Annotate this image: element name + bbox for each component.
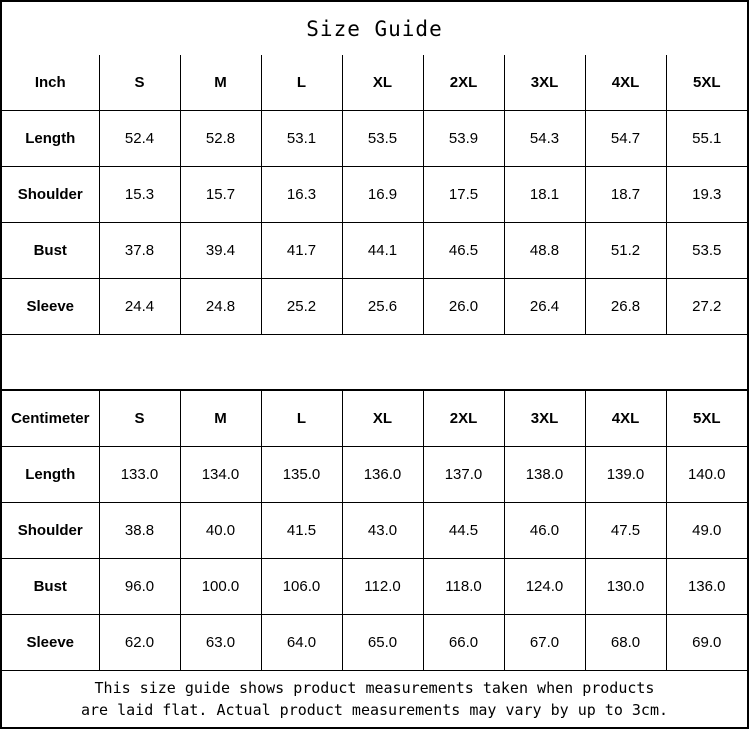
measurement-cell: 26.4 xyxy=(504,279,585,335)
table-row xyxy=(2,447,747,503)
size-column-header: M xyxy=(180,55,261,111)
measurement-cell: 15.3 xyxy=(99,167,180,223)
inch-table-body xyxy=(2,111,747,335)
measurement-cell: 41.5 xyxy=(261,503,342,559)
size-column-header: 3XL xyxy=(504,55,585,111)
size-column-header: 5XL xyxy=(666,55,747,111)
table-row xyxy=(2,279,747,335)
size-column-header: 2XL xyxy=(423,55,504,111)
measurement-cell: 46.0 xyxy=(504,503,585,559)
measurement-cell: 118.0 xyxy=(423,559,504,615)
size-column-header: M xyxy=(180,391,261,447)
measurement-disclaimer xyxy=(2,670,747,727)
measurement-cell: 25.2 xyxy=(261,279,342,335)
measurement-cell: 137.0 xyxy=(423,447,504,503)
row-label: Sleeve xyxy=(2,279,99,335)
measurement-cell: 135.0 xyxy=(261,447,342,503)
measurement-cell: 139.0 xyxy=(585,447,666,503)
row-label: Shoulder xyxy=(2,167,99,223)
measurement-cell: 64.0 xyxy=(261,615,342,671)
cm-table-header xyxy=(2,391,747,447)
cm-table-body xyxy=(2,447,747,671)
size-column-header: 4XL xyxy=(585,55,666,111)
table-row xyxy=(2,111,747,167)
measurement-cell: 138.0 xyxy=(504,447,585,503)
measurement-cell: 106.0 xyxy=(261,559,342,615)
table-row xyxy=(2,503,747,559)
measurement-cell: 49.0 xyxy=(666,503,747,559)
row-label: Length xyxy=(2,111,99,167)
measurement-cell: 53.9 xyxy=(423,111,504,167)
size-column-header: 5XL xyxy=(666,391,747,447)
measurement-cell: 18.7 xyxy=(585,167,666,223)
measurement-cell: 44.1 xyxy=(342,223,423,279)
disclaimer-line-2: are laid flat. Actual product measurements may vary by up to 3cm. xyxy=(81,701,668,719)
inch-size-table xyxy=(2,55,747,335)
row-label: Bust xyxy=(2,559,99,615)
measurement-cell: 39.4 xyxy=(180,223,261,279)
centimeter-size-table xyxy=(2,390,747,670)
measurement-cell: 16.3 xyxy=(261,167,342,223)
measurement-cell: 136.0 xyxy=(666,559,747,615)
table-separator-gap xyxy=(2,335,747,390)
measurement-cell: 112.0 xyxy=(342,559,423,615)
measurement-cell: 124.0 xyxy=(504,559,585,615)
measurement-cell: 27.2 xyxy=(666,279,747,335)
measurement-cell: 54.3 xyxy=(504,111,585,167)
disclaimer-line-1: This size guide shows product measurements taken when products xyxy=(94,678,655,697)
table-row xyxy=(2,559,747,615)
measurement-cell: 55.1 xyxy=(666,111,747,167)
header-row xyxy=(2,391,747,447)
measurement-cell: 18.1 xyxy=(504,167,585,223)
measurement-cell: 52.4 xyxy=(99,111,180,167)
measurement-cell: 52.8 xyxy=(180,111,261,167)
size-column-header: L xyxy=(261,55,342,111)
measurement-cell: 41.7 xyxy=(261,223,342,279)
inch-table-header xyxy=(2,55,747,111)
measurement-cell: 25.6 xyxy=(342,279,423,335)
measurement-cell: 24.4 xyxy=(99,279,180,335)
measurement-cell: 37.8 xyxy=(99,223,180,279)
measurement-cell: 51.2 xyxy=(585,223,666,279)
measurement-cell: 130.0 xyxy=(585,559,666,615)
measurement-cell: 26.8 xyxy=(585,279,666,335)
measurement-cell: 136.0 xyxy=(342,447,423,503)
measurement-cell: 43.0 xyxy=(342,503,423,559)
size-column-header: 2XL xyxy=(423,391,504,447)
size-guide-title-row xyxy=(2,2,747,55)
size-column-header: XL xyxy=(342,391,423,447)
measurement-cell: 40.0 xyxy=(180,503,261,559)
measurement-cell: 48.8 xyxy=(504,223,585,279)
measurement-cell: 134.0 xyxy=(180,447,261,503)
size-column-header: 4XL xyxy=(585,391,666,447)
size-column-header: S xyxy=(99,391,180,447)
measurement-cell: 16.9 xyxy=(342,167,423,223)
measurement-cell: 53.5 xyxy=(666,223,747,279)
measurement-cell: 67.0 xyxy=(504,615,585,671)
row-label: Sleeve xyxy=(2,615,99,671)
row-label: Length xyxy=(2,447,99,503)
measurement-cell: 38.8 xyxy=(99,503,180,559)
measurement-cell: 19.3 xyxy=(666,167,747,223)
size-column-header: S xyxy=(99,55,180,111)
table-row xyxy=(2,615,747,671)
header-row xyxy=(2,55,747,111)
measurement-cell: 65.0 xyxy=(342,615,423,671)
unit-header-cell: Centimeter xyxy=(2,391,99,447)
size-column-header: XL xyxy=(342,55,423,111)
measurement-cell: 69.0 xyxy=(666,615,747,671)
measurement-cell: 53.1 xyxy=(261,111,342,167)
measurement-cell: 96.0 xyxy=(99,559,180,615)
measurement-cell: 53.5 xyxy=(342,111,423,167)
measurement-cell: 54.7 xyxy=(585,111,666,167)
measurement-cell: 15.7 xyxy=(180,167,261,223)
measurement-cell: 66.0 xyxy=(423,615,504,671)
measurement-cell: 47.5 xyxy=(585,503,666,559)
page-title: Size Guide xyxy=(306,16,443,41)
measurement-cell: 133.0 xyxy=(99,447,180,503)
measurement-cell: 68.0 xyxy=(585,615,666,671)
size-column-header: 3XL xyxy=(504,391,585,447)
measurement-cell: 46.5 xyxy=(423,223,504,279)
size-column-header: L xyxy=(261,391,342,447)
measurement-cell: 24.8 xyxy=(180,279,261,335)
measurement-cell: 44.5 xyxy=(423,503,504,559)
unit-header-cell: Inch xyxy=(2,55,99,111)
measurement-cell: 62.0 xyxy=(99,615,180,671)
row-label: Bust xyxy=(2,223,99,279)
table-row xyxy=(2,167,747,223)
measurement-cell: 63.0 xyxy=(180,615,261,671)
table-row xyxy=(2,223,747,279)
measurement-cell: 26.0 xyxy=(423,279,504,335)
measurement-cell: 17.5 xyxy=(423,167,504,223)
measurement-cell: 140.0 xyxy=(666,447,747,503)
row-label: Shoulder xyxy=(2,503,99,559)
measurement-cell: 100.0 xyxy=(180,559,261,615)
